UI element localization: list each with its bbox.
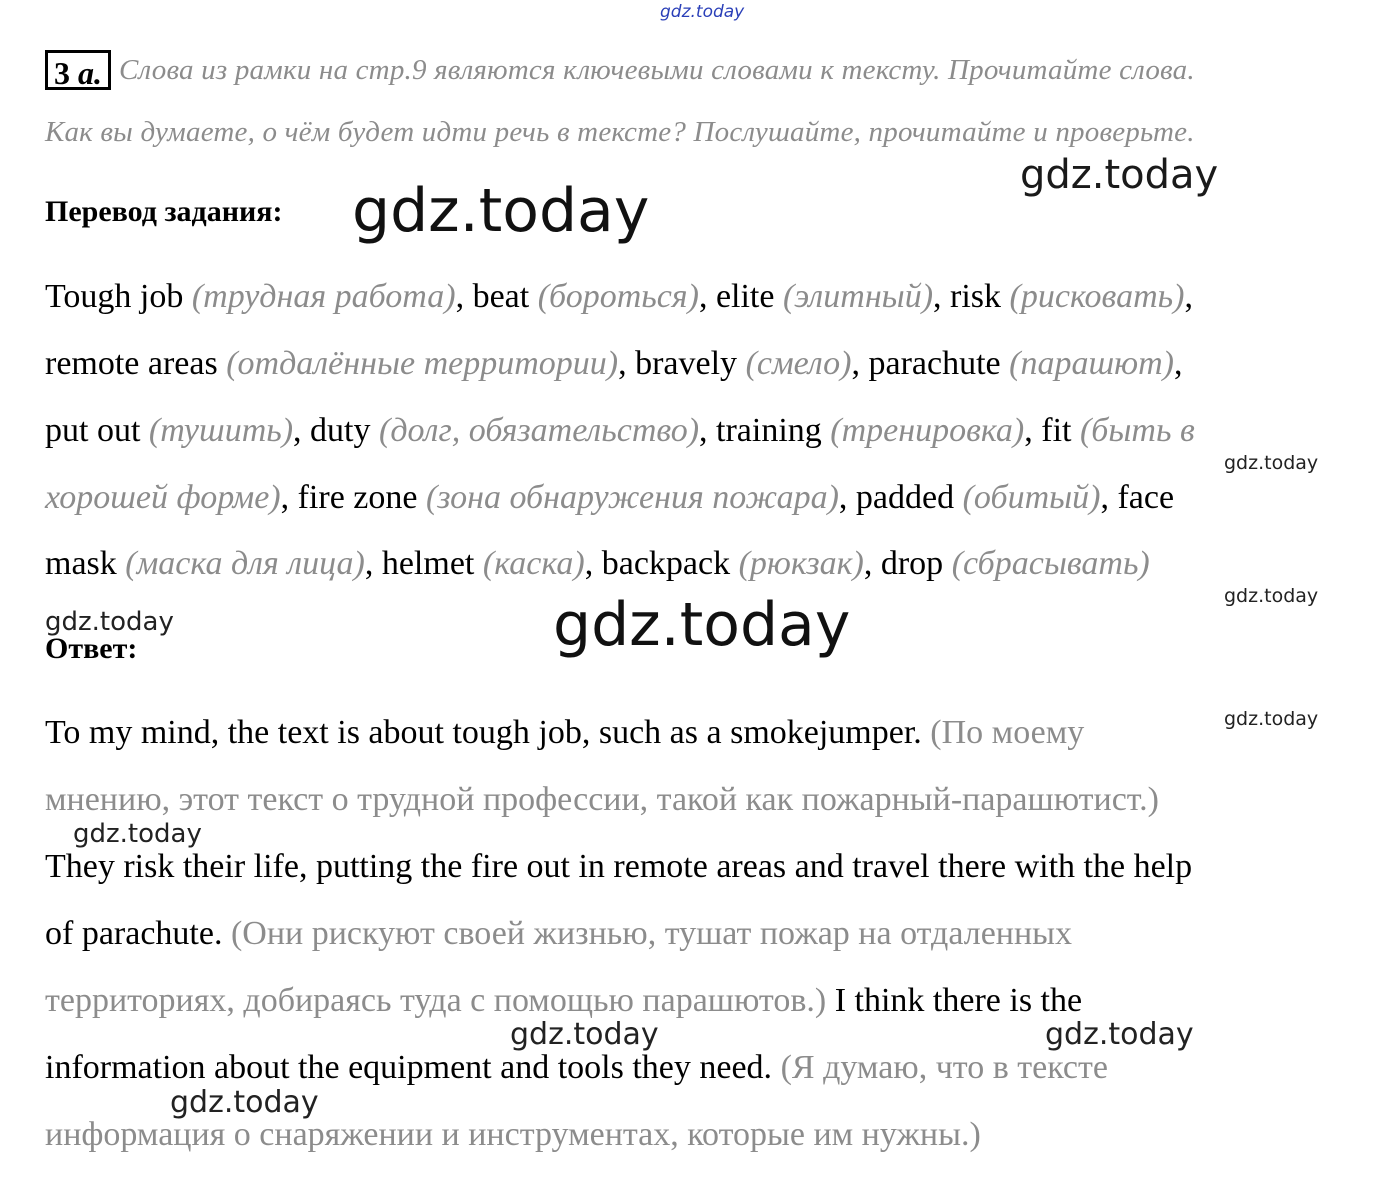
answer-ru: информация о снаряжении и инструментах, которые им нужны.) [45,1116,981,1153]
vocab-ru: хорошей форме) [45,479,281,516]
vocab-ru: (маска для лица) [125,545,365,582]
vocab-ru: (рюкзак) [738,545,864,582]
watermark: gdz.today [73,819,202,849]
watermark: gdz.today [510,1017,659,1052]
vocab-en: put out [45,412,149,449]
task-letter: a. [78,55,102,91]
vocab-ru: (элитный) [782,278,934,315]
answer-line [45,982,1082,1020]
watermark-small: gdz.today [1224,708,1319,730]
vocab-ru: (каска) [482,545,585,582]
vocab-line [45,345,1182,383]
vocab-ru: (отдалённые территории) [226,345,619,382]
vocab-ru: (тушить) [148,412,294,449]
task-header [45,50,1365,98]
task-instruction-line1: Слова из рамки на стр.9 являются ключевыми словами к тексту. Прочитайте слова. [119,53,1195,86]
vocab-en: , parachute [851,345,1010,382]
vocab-en: , padded [838,479,963,516]
vocab-line [45,479,1174,517]
vocab-en: , [1184,278,1193,315]
answer-ru: территориях, добираясь туда с помощью парашютов.) [45,982,827,1019]
vocab-en: , helmet [364,545,483,582]
vocab-en: remote areas [45,345,227,382]
watermark-small: gdz.today [1224,452,1319,474]
vocab-en: , training [699,412,831,449]
answer-heading: Ответ: [45,632,138,665]
translation-heading: Перевод задания: [45,195,283,228]
answer-en: information about the equipment and tools they need. [45,1049,781,1086]
answer-line [45,781,1159,819]
vocab-ru: (быть в [1079,412,1195,449]
vocab-en: , beat [455,278,538,315]
answer-ru: (Я думаю, что в тексте [780,1049,1108,1086]
vocab-ru: (долг, обязательство) [379,412,700,449]
answer-ru: мнению, этот текст о трудной профессии, такой как пожарный-парашютист.) [45,781,1159,818]
vocab-en: , risk [933,278,1010,315]
answer-ru: (Они рискуют своей жизнью, тушат пожар на отдаленных [230,915,1073,952]
vocab-ru: (парашют) [1009,345,1174,382]
vocab-en: , duty [293,412,379,449]
answer-line [45,848,1192,886]
answer-line [45,915,1072,953]
vocab-ru: (смело) [745,345,852,382]
answer-en: To my mind, the text is about tough job, such as a smokejumper. [45,714,931,751]
watermark-huge: gdz.today [352,176,650,246]
answer-en: of parachute. [45,915,231,952]
vocab-en: , backpack [584,545,739,582]
task-instruction-line2: Как вы думаете, о чём будет идти речь в тексте? Послушайте, прочитайте и проверьте. [45,116,1195,148]
vocab-en: , drop [863,545,952,582]
vocab-line [45,545,1150,583]
watermark-small: gdz.today [1224,585,1319,607]
watermark: gdz.today [170,1085,319,1120]
answer-ru: (По моему [930,714,1085,751]
vocab-line [45,278,1193,316]
vocab-en: , elite [698,278,783,315]
watermark-huge: gdz.today [553,590,851,660]
vocab-ru: (рисковать) [1009,278,1185,315]
vocab-line [45,412,1195,450]
vocab-ru: (обитый) [962,479,1101,516]
watermark: gdz.today [1045,1017,1194,1052]
task-number: 3 [54,55,70,91]
answer-line [45,1049,1108,1087]
vocab-en: , [1173,345,1183,382]
vocab-en: , fire zone [280,479,426,516]
vocab-en: , face [1100,479,1175,516]
watermark: gdz.today [45,607,174,637]
vocab-ru: (трудная работа) [191,278,456,315]
watermark: gdz.today [1020,152,1219,198]
watermark-top: gdz.today [660,2,745,22]
vocab-ru: (тренировка) [830,412,1025,449]
vocab-en: mask [45,545,126,582]
answer-en: I think there is the [826,982,1083,1019]
answer-line [45,1116,981,1154]
task-number-badge [45,50,111,90]
vocab-ru: (зона обнаружения пожара) [425,479,839,516]
answer-line [45,714,1084,752]
vocab-ru: (сбрасывать) [951,545,1150,582]
vocab-en: , fit [1024,412,1080,449]
answer-en: They risk their life, putting the fire out in remote areas and travel there with the help [45,848,1193,885]
vocab-en: Tough job [45,278,192,315]
vocab-ru: (бороться) [537,278,699,315]
vocab-en: , bravely [618,345,746,382]
